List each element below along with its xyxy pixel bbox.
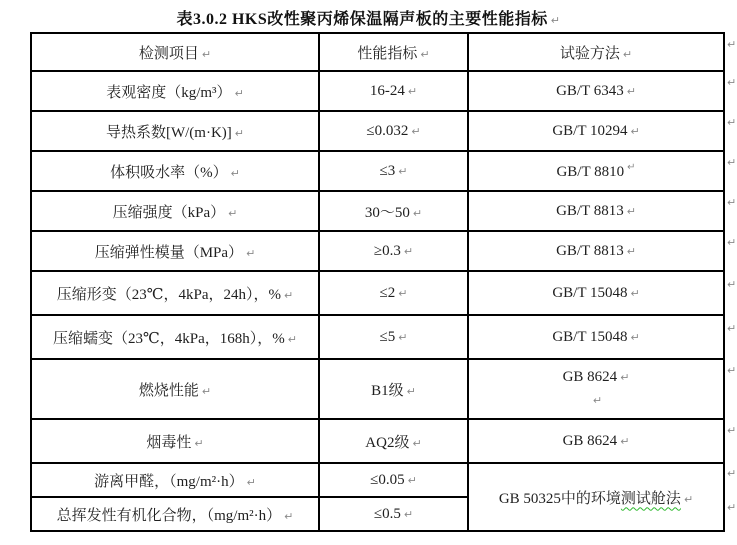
return-mark: ↵ [626,204,636,218]
row-end-mark: ↵ [727,467,737,480]
method-text: GB/T 10294 [552,122,628,139]
value-cell [319,497,468,531]
row-end-mark: ↵ [727,38,737,51]
row-end-mark: ↵ [727,156,737,169]
return-mark: ↵ [620,434,630,448]
method-cell [468,271,724,315]
table-row [31,271,724,315]
item-cell [31,151,319,191]
row-end-mark: ↵ [727,196,737,209]
item-cell [31,71,319,111]
return-mark: ↵ [246,475,256,489]
item-cell [31,231,319,271]
value-text: B1级 [371,382,404,399]
return-mark: ↵ [592,394,603,407]
return-mark: ↵ [403,507,414,521]
row-end-mark: ↵ [727,322,737,335]
method-cell [468,111,724,151]
return-mark: ↵ [630,124,640,138]
method-cell [468,359,724,419]
value-cell [319,463,468,497]
return-mark: ↵ [398,286,408,300]
method-text: GB/T 8813 [556,202,624,219]
item-cell [31,463,319,497]
return-mark: ↵ [194,436,204,450]
item-text: 压缩强度（kPa） [112,204,226,221]
item-cell [31,111,319,151]
value-cell [319,419,468,463]
return-mark: ↵ [403,244,414,258]
return-mark: ↵ [407,84,418,98]
item-cell [31,419,319,463]
value-cell [319,71,468,111]
return-mark: ↵ [398,164,408,178]
return-mark: ↵ [411,124,421,138]
item-text: 体积吸水率（%） [110,164,228,181]
return-mark: ↵ [630,330,640,344]
return-mark: ↵ [234,126,245,140]
method-text: GB 50325中的环境 [498,490,621,507]
table-row [31,359,724,419]
row-end-mark: ↵ [727,116,737,129]
table-row [31,71,724,111]
value-text: ≤5 [379,328,396,345]
method-text: GB 8624 [562,369,618,385]
row-end-mark: ↵ [727,501,737,514]
header-value [319,33,468,71]
method-cell [468,151,724,191]
merged-method-cell [468,463,724,531]
return-mark: ↵ [228,206,238,220]
return-mark: ↵ [683,492,694,506]
value-cell [319,111,468,151]
table-row [31,419,724,463]
item-cell [31,271,319,315]
value-text: 16-24 [369,82,405,99]
method-cell [468,191,724,231]
return-mark: ↵ [626,244,636,258]
header-value-label: 性能指标 [357,45,418,62]
return-mark: ↵ [287,332,297,346]
value-text: ≤3 [379,162,396,179]
table-row [31,231,724,271]
item-cell [31,359,319,419]
method-text: GB/T 15048 [552,328,628,345]
item-text: 导热系数[W/(m·K)] [105,124,232,141]
header-row [31,33,724,71]
return-mark: ↵ [407,473,417,487]
item-cell [31,497,319,531]
row-end-mark: ↵ [727,76,737,89]
item-text: 压缩蠕变（23℃，4kPa，168h），% [53,330,285,347]
value-cell [319,359,468,419]
row-end-mark: ↵ [727,364,737,377]
performance-table [30,32,725,532]
item-text: 压缩弹性模量（MPa） [94,244,244,261]
value-text: ≤0.05 [370,471,405,488]
table-container [30,32,737,532]
row-end-mark: ↵ [727,424,737,437]
return-mark: ↵ [412,206,423,220]
row-end-mark: ↵ [727,236,737,249]
return-mark: ↵ [626,84,636,98]
return-mark: ↵ [550,14,561,27]
method-text-spellchecked: 测试舱法 [620,490,681,507]
table-title [0,6,737,29]
method-cell [468,419,724,463]
value-cell [319,191,468,231]
table-row [31,111,724,151]
item-text: 压缩形变（23℃，4kPa，24h），% [56,286,282,303]
method-text: GB/T 6343 [556,82,624,99]
value-cell [319,151,468,191]
value-cell [319,271,468,315]
value-text: ≤0.032 [366,122,409,139]
value-cell [319,315,468,359]
return-mark: ↵ [201,384,212,398]
table-title-text: 表3.0.2 HKS改性聚丙烯保温隔声板的主要性能指标 [176,11,548,28]
header-method-label: 试验方法 [559,45,620,62]
method-cell [468,315,724,359]
value-cell [319,231,468,271]
return-mark: ↵ [622,47,633,61]
return-mark: ↵ [230,166,240,180]
header-item [31,33,319,71]
item-cell [31,191,319,231]
method-text: GB/T 8810 [556,163,625,180]
method-cell [468,231,724,271]
table-row [31,463,724,497]
return-mark: ↵ [620,371,630,384]
item-cell [31,315,319,359]
table-row [31,191,724,231]
value-text: ≤0.5 [373,505,401,522]
value-text: 30～50 [364,204,410,221]
method-line-1 [471,369,721,386]
return-mark: ↵ [412,436,422,450]
item-text: 总挥发性有机化合物，（mg/m²·h） [56,507,282,524]
method-cell [468,71,724,111]
table-row [31,151,724,191]
item-text: 游离甲醛，（mg/m²·h） [94,473,244,490]
method-text: GB 8624 [562,432,618,449]
return-mark: ↵ [234,86,244,100]
header-item-label: 检测项目 [138,45,199,62]
header-method [468,33,724,71]
return-mark: ↵ [284,509,294,523]
return-mark: ↵ [627,161,636,173]
item-text: 烟毒性 [146,434,192,451]
table-row [31,315,724,359]
method-line-2 [471,392,721,409]
return-mark: ↵ [420,47,430,61]
return-mark: ↵ [201,47,212,61]
item-text: 表观密度（kg/m³） [106,84,232,101]
value-text: ≥0.3 [373,242,401,259]
return-mark: ↵ [630,286,640,300]
return-mark: ↵ [246,246,256,260]
method-text: GB/T 8813 [556,242,624,259]
row-end-mark: ↵ [727,278,737,291]
return-mark: ↵ [406,384,416,398]
method-text: GB/T 15048 [552,284,628,301]
value-text: ≤2 [379,284,396,301]
return-mark: ↵ [284,288,294,302]
return-mark: ↵ [398,330,408,344]
item-text: 燃烧性能 [138,382,199,399]
value-text: AQ2级 [365,434,410,451]
